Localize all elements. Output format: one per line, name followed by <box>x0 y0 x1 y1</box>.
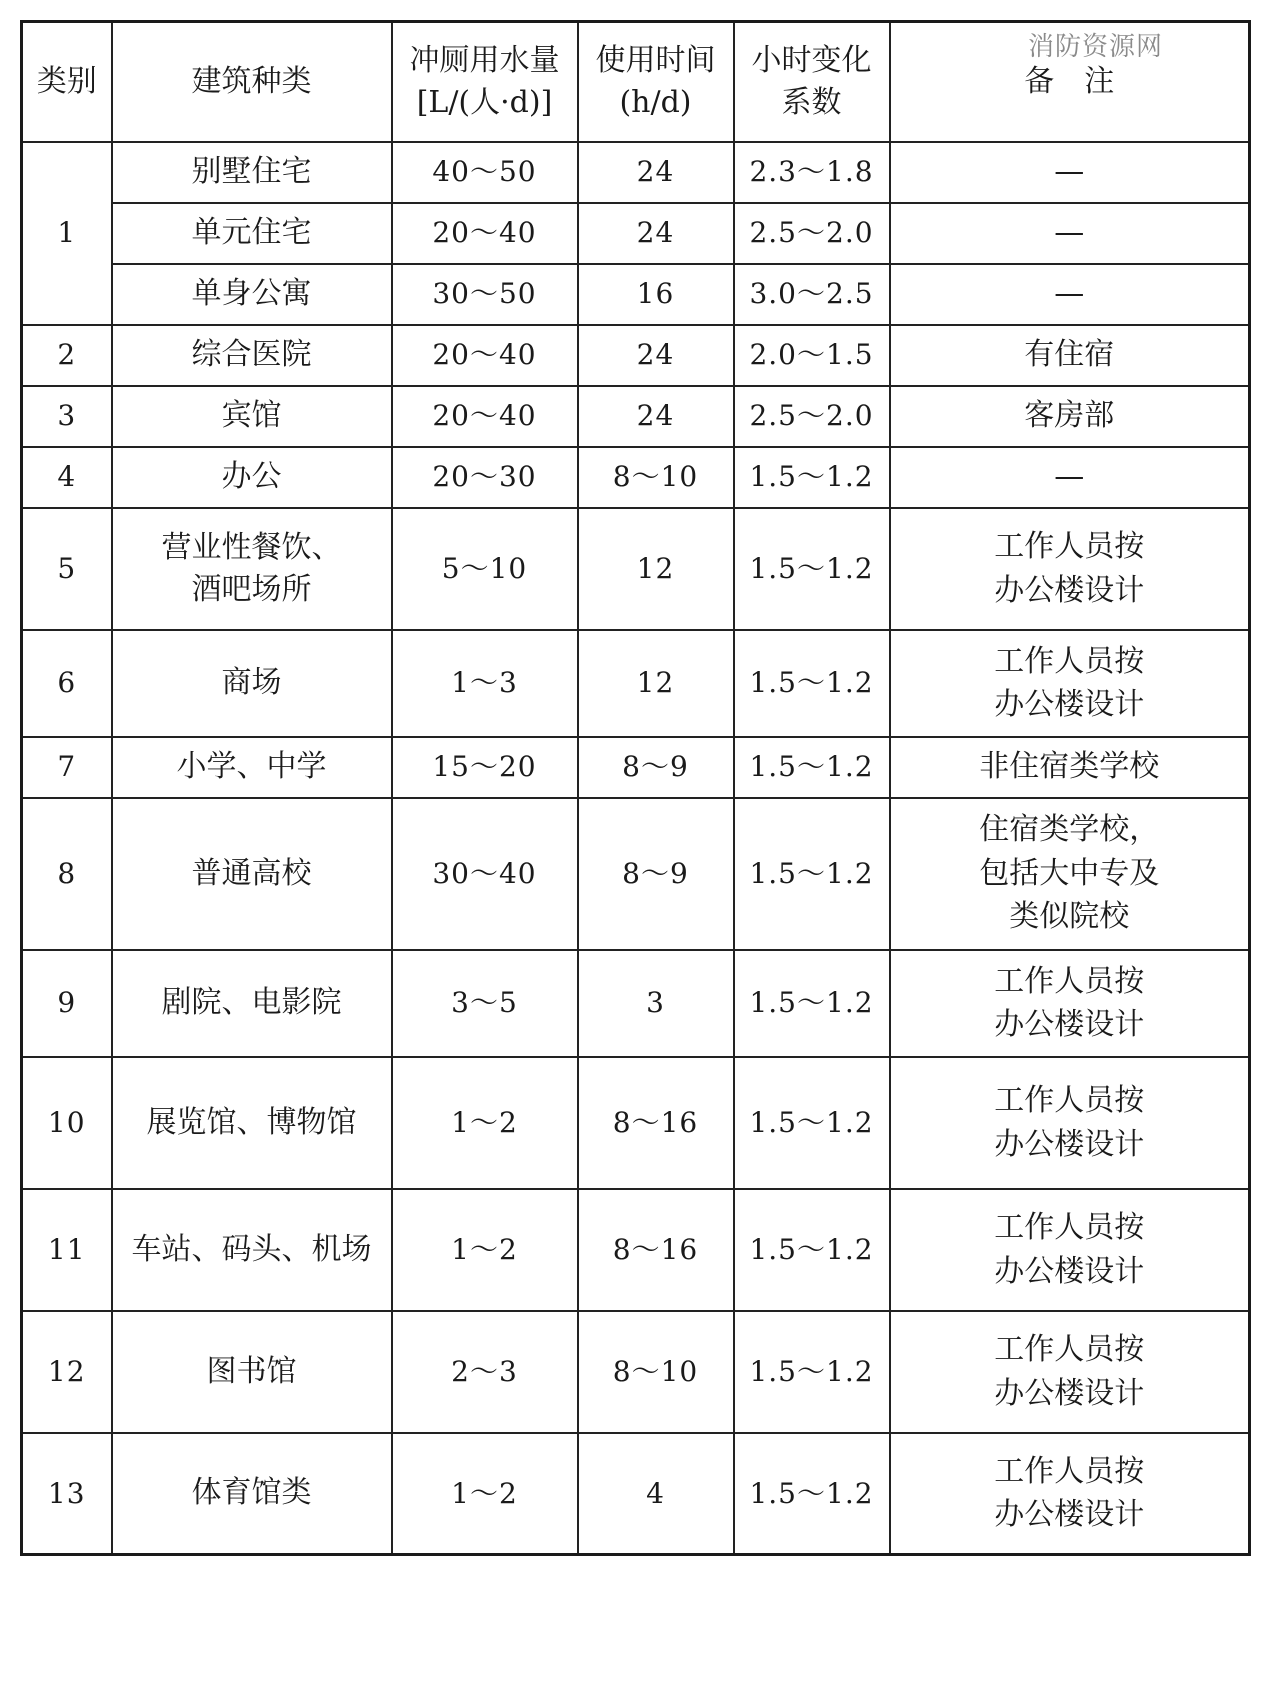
header-flush-water-unit: [L/(人·d)] <box>416 84 553 120</box>
flush-water-cell: 5～10 <box>392 508 578 630</box>
flush-water-cell: 15～20 <box>392 737 578 798</box>
remarks-line: 办公楼设计 <box>994 1375 1145 1411</box>
remarks-line: 办公楼设计 <box>994 1253 1145 1289</box>
building-type-cell <box>112 1057 392 1189</box>
header-remarks: 备 注 <box>890 22 1250 142</box>
remarks-cell <box>890 737 1250 798</box>
remarks-cell <box>890 447 1250 508</box>
usage-time-cell: 8～9 <box>578 798 734 950</box>
hourly-coef-cell: 2.5～2.0 <box>734 203 890 264</box>
flush-water-cell: 3～5 <box>392 950 578 1057</box>
hourly-coef-cell: 1.5～1.2 <box>734 508 890 630</box>
building-type-cell <box>112 630 392 737</box>
table-body <box>22 142 1250 1555</box>
flush-water-cell: 20～40 <box>392 325 578 386</box>
header-hourly-coef-line2: 系数 <box>781 84 842 120</box>
hourly-coef-cell: 2.0～1.5 <box>734 325 890 386</box>
building-type-line: 宾馆 <box>221 398 282 433</box>
watermark-text: 消防资源网 <box>1027 32 1163 62</box>
remarks-line: 工作人员按 <box>994 963 1145 999</box>
header-usage-time-unit: (h/d) <box>619 84 692 120</box>
building-type-line: 普通高校 <box>191 855 312 891</box>
flush-water-cell: 20～40 <box>392 203 578 264</box>
building-type-cell <box>112 1189 392 1311</box>
category-cell: 6 <box>22 630 112 737</box>
building-type-line: 剧院、电影院 <box>161 985 342 1020</box>
remarks-line: 类似院校 <box>1009 899 1130 935</box>
building-type-cell <box>112 508 392 630</box>
usage-time-cell: 12 <box>578 508 734 630</box>
category-cell: 3 <box>22 386 112 447</box>
category-cell: 8 <box>22 798 112 950</box>
hourly-coef-cell: 1.5～1.2 <box>734 950 890 1057</box>
flush-water-cell: 1～2 <box>392 1057 578 1189</box>
header-flush-water <box>392 22 578 142</box>
usage-time-cell: 24 <box>578 325 734 386</box>
category-cell: 5 <box>22 508 112 630</box>
header-flush-water-line: 冲厕用水量 <box>409 42 560 78</box>
table-row <box>22 325 1250 386</box>
building-type-cell <box>112 325 392 386</box>
remarks-cell <box>890 203 1250 264</box>
remarks-line: 非住宿类学校 <box>979 749 1160 785</box>
usage-time-cell: 16 <box>578 264 734 325</box>
remarks-cell <box>890 264 1250 325</box>
table-row <box>22 386 1250 447</box>
flush-water-cell: 20～40 <box>392 386 578 447</box>
header-category: 类别 <box>22 22 112 142</box>
category-cell: 12 <box>22 1311 112 1433</box>
hourly-coef-cell: 1.5～1.2 <box>734 1311 890 1433</box>
usage-time-cell: 8～16 <box>578 1189 734 1311</box>
building-type-cell <box>112 1433 392 1555</box>
usage-time-cell: 4 <box>578 1433 734 1555</box>
building-type-cell <box>112 1311 392 1433</box>
flush-water-cell: 2～3 <box>392 1311 578 1433</box>
hourly-coef-cell: 2.3～1.8 <box>734 142 890 203</box>
remarks-line: — <box>1054 459 1085 495</box>
remarks-line: 工作人员按 <box>994 1210 1145 1245</box>
building-type-line: 别墅住宅 <box>191 154 312 189</box>
remarks-cell <box>890 1433 1250 1555</box>
hourly-coef-cell: 1.5～1.2 <box>734 630 890 737</box>
table-row <box>22 203 1250 264</box>
building-type-line: 展览馆、博物馆 <box>146 1104 357 1140</box>
remarks-line: 有住宿 <box>1024 337 1115 373</box>
flush-water-cell: 20～30 <box>392 447 578 508</box>
remarks-cell <box>890 950 1250 1057</box>
table-row <box>22 1057 1250 1189</box>
hourly-coef-cell: 2.5～2.0 <box>734 386 890 447</box>
building-type-cell <box>112 386 392 447</box>
building-type-cell <box>112 737 392 798</box>
remarks-line: 办公楼设计 <box>994 1497 1145 1533</box>
table-row <box>22 1311 1250 1433</box>
building-type-line: 综合医院 <box>191 337 312 372</box>
remarks-line: 工作人员按 <box>994 1332 1145 1367</box>
remarks-cell <box>890 1057 1250 1189</box>
building-type-cell <box>112 203 392 264</box>
table-row <box>22 264 1250 325</box>
remarks-line: 包括大中专及 <box>979 855 1160 891</box>
usage-time-cell: 3 <box>578 950 734 1057</box>
usage-time-cell: 8～9 <box>578 737 734 798</box>
remarks-line: — <box>1054 276 1085 312</box>
table-row <box>22 630 1250 737</box>
remarks-line: 工作人员按 <box>994 1083 1145 1118</box>
remarks-line: 办公楼设计 <box>994 687 1145 722</box>
remarks-cell <box>890 630 1250 737</box>
table-row <box>22 737 1250 798</box>
remarks-cell <box>890 386 1250 447</box>
category-cell: 11 <box>22 1189 112 1311</box>
category-cell: 1 <box>22 142 112 325</box>
remarks-cell <box>890 142 1250 203</box>
table-row <box>22 142 1250 203</box>
header-usage-time <box>578 22 734 142</box>
remarks-line: 办公楼设计 <box>994 572 1145 608</box>
table-header-row <box>22 22 1250 142</box>
building-type-cell <box>112 950 392 1057</box>
building-type-line: 体育馆类 <box>191 1475 312 1511</box>
category-cell: 4 <box>22 447 112 508</box>
usage-time-cell: 8～16 <box>578 1057 734 1189</box>
hourly-coef-cell: 3.0～2.5 <box>734 264 890 325</box>
header-hourly-coef-line1: 小时变化 <box>751 42 872 78</box>
table-row <box>22 950 1250 1057</box>
remarks-line: 办公楼设计 <box>994 1126 1145 1162</box>
flush-water-cell: 40～50 <box>392 142 578 203</box>
remarks-line: 工作人员按 <box>994 1453 1145 1489</box>
flush-water-cell: 30～50 <box>392 264 578 325</box>
flush-water-cell: 1～2 <box>392 1189 578 1311</box>
remarks-line: — <box>1054 215 1085 251</box>
category-cell: 2 <box>22 325 112 386</box>
hourly-coef-cell: 1.5～1.2 <box>734 447 890 508</box>
flush-water-cell: 1～2 <box>392 1433 578 1555</box>
remarks-line: 住宿类学校， <box>979 812 1160 848</box>
table-row <box>22 508 1250 630</box>
building-type-cell <box>112 447 392 508</box>
building-type-cell <box>112 798 392 950</box>
usage-time-cell: 24 <box>578 142 734 203</box>
flush-water-cell: 30～40 <box>392 798 578 950</box>
header-usage-time-line: 使用时间 <box>595 42 716 78</box>
remarks-cell <box>890 325 1250 386</box>
building-type-line: 单元住宅 <box>191 215 312 250</box>
remarks-line: 工作人员按 <box>994 529 1145 564</box>
remarks-line: 客房部 <box>1024 398 1115 434</box>
remarks-cell <box>890 798 1250 950</box>
building-type-line: 办公 <box>221 459 282 494</box>
usage-time-cell: 8～10 <box>578 1311 734 1433</box>
usage-time-cell: 24 <box>578 203 734 264</box>
hourly-coef-cell: 1.5～1.2 <box>734 1189 890 1311</box>
table-row <box>22 447 1250 508</box>
category-cell: 10 <box>22 1057 112 1189</box>
building-type-line: 单身公寓 <box>191 276 312 311</box>
header-hourly-coef <box>734 22 890 142</box>
usage-time-cell: 8～10 <box>578 447 734 508</box>
category-cell: 13 <box>22 1433 112 1555</box>
remarks-line: — <box>1054 154 1085 190</box>
building-type-line: 酒吧场所 <box>191 571 312 607</box>
table-row <box>22 798 1250 950</box>
building-type-line: 商场 <box>221 665 282 700</box>
remarks-cell <box>890 1311 1250 1433</box>
hourly-coef-cell: 1.5～1.2 <box>734 798 890 950</box>
category-cell: 7 <box>22 737 112 798</box>
building-type-line: 营业性餐饮、 <box>161 529 342 565</box>
usage-time-cell: 12 <box>578 630 734 737</box>
remarks-line: 工作人员按 <box>994 643 1145 679</box>
usage-time-cell: 24 <box>578 386 734 447</box>
flush-water-cell: 1～3 <box>392 630 578 737</box>
header-building-type: 建筑种类 <box>112 22 392 142</box>
category-cell: 9 <box>22 950 112 1057</box>
building-type-cell <box>112 142 392 203</box>
hourly-coef-cell: 1.5～1.2 <box>734 737 890 798</box>
remarks-line: 办公楼设计 <box>994 1007 1145 1042</box>
hourly-coef-cell: 1.5～1.2 <box>734 1057 890 1189</box>
building-type-line: 车站、码头、机场 <box>131 1231 372 1267</box>
water-usage-table <box>20 20 1251 1556</box>
hourly-coef-cell: 1.5～1.2 <box>734 1433 890 1555</box>
remarks-cell <box>890 1189 1250 1311</box>
table-row <box>22 1189 1250 1311</box>
building-type-cell <box>112 264 392 325</box>
building-type-line: 小学、中学 <box>176 749 327 784</box>
table-row <box>22 1433 1250 1555</box>
remarks-cell <box>890 508 1250 630</box>
building-type-line: 图书馆 <box>206 1353 297 1389</box>
